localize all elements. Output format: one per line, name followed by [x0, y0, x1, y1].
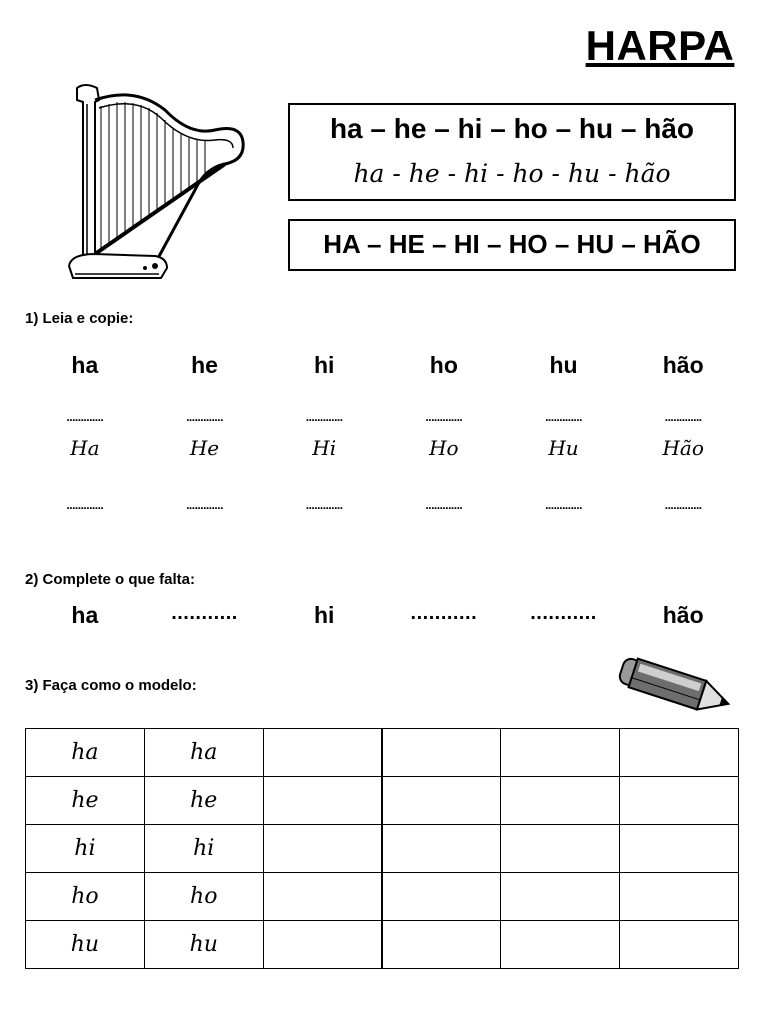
- model-table: [25, 728, 739, 969]
- copy-line[interactable]: .............: [664, 498, 702, 512]
- table-row: [26, 873, 739, 921]
- blank-field[interactable]: ...........: [171, 602, 238, 624]
- given-syllable: ha: [71, 602, 99, 628]
- copy-line[interactable]: .............: [305, 498, 343, 512]
- copy-line[interactable]: .............: [186, 410, 223, 424]
- answer-cell[interactable]: [263, 777, 382, 825]
- harp-illustration: [55, 78, 255, 288]
- copy-line[interactable]: .............: [545, 498, 582, 512]
- copy-line[interactable]: .............: [545, 410, 582, 424]
- syllables-print-line: ha – he – hi – ho – hu – hão: [329, 113, 695, 144]
- copy-line[interactable]: .............: [186, 498, 223, 512]
- model-cell: hi: [26, 825, 145, 873]
- exercise1-heading: 1) Leia e copie:: [25, 310, 134, 327]
- exercise3-heading: 3) Faça como o modelo:: [25, 677, 197, 694]
- exercise1-copy-row-2: [25, 498, 743, 512]
- answer-cell[interactable]: [620, 729, 739, 777]
- blank-field[interactable]: ...........: [410, 602, 478, 624]
- model-cell: he: [144, 777, 263, 825]
- model-cell: ho: [144, 873, 263, 921]
- exercise1-copy-row-1: [25, 410, 743, 424]
- model-cell: he: [26, 777, 145, 825]
- exercise1-print-row: [25, 352, 743, 379]
- pencil-icon: [612, 656, 740, 724]
- answer-cell[interactable]: [263, 921, 382, 969]
- answer-cell[interactable]: [620, 873, 739, 921]
- cursive-syllable: Hu: [548, 436, 579, 460]
- given-syllable: hi: [313, 602, 335, 628]
- cursive-syllable: Ho: [429, 436, 459, 460]
- cursive-syllable: Hi: [312, 436, 337, 460]
- copy-line[interactable]: .............: [425, 498, 463, 512]
- answer-cell[interactable]: [382, 729, 501, 777]
- cursive-syllable: Hão: [662, 436, 704, 460]
- cursive-syllable: Ha: [70, 436, 100, 460]
- model-cell: ho: [26, 873, 145, 921]
- copy-line[interactable]: .............: [66, 410, 104, 424]
- answer-cell[interactable]: [263, 729, 382, 777]
- exercise1-cursive-row: [25, 436, 743, 460]
- exercise2-row: [25, 602, 743, 629]
- answer-cell[interactable]: [263, 873, 382, 921]
- model-cell: hu: [144, 921, 263, 969]
- answer-cell[interactable]: [382, 777, 501, 825]
- blank-field[interactable]: ...........: [530, 602, 597, 624]
- print-syllable: hão: [662, 352, 704, 378]
- print-syllable: ha: [71, 352, 99, 378]
- syllables-lowercase-box: [288, 103, 736, 201]
- print-syllable: ho: [429, 352, 458, 378]
- table-row: [26, 825, 739, 873]
- table-row: [26, 777, 739, 825]
- given-syllable: hão: [662, 602, 704, 628]
- answer-cell[interactable]: [501, 825, 620, 873]
- copy-line[interactable]: .............: [425, 410, 463, 424]
- page-title: HARPA: [585, 22, 735, 69]
- print-syllable: hu: [549, 352, 578, 378]
- model-cell: hi: [144, 825, 263, 873]
- print-syllable: he: [191, 352, 218, 378]
- exercise2-heading: 2) Complete o que falta:: [25, 571, 196, 588]
- answer-cell[interactable]: [620, 777, 739, 825]
- print-syllable: hi: [313, 352, 335, 378]
- syllables-cursive-line: ha - he - hi - ho - hu - hão: [353, 159, 671, 188]
- answer-cell[interactable]: [501, 921, 620, 969]
- table-row: [26, 729, 739, 777]
- answer-cell[interactable]: [620, 825, 739, 873]
- answer-cell[interactable]: [501, 777, 620, 825]
- model-cell: ha: [26, 729, 145, 777]
- answer-cell[interactable]: [382, 825, 501, 873]
- answer-cell[interactable]: [382, 921, 501, 969]
- answer-cell[interactable]: [382, 873, 501, 921]
- copy-line[interactable]: .............: [305, 410, 343, 424]
- table-row: [26, 921, 739, 969]
- answer-cell[interactable]: [620, 921, 739, 969]
- model-cell: hu: [26, 921, 145, 969]
- answer-cell[interactable]: [501, 729, 620, 777]
- syllables-uppercase-box: HA – HE – HI – HO – HU – HÃO: [288, 219, 736, 271]
- copy-line[interactable]: .............: [66, 498, 104, 512]
- cursive-syllable: He: [189, 436, 220, 460]
- answer-cell[interactable]: [263, 825, 382, 873]
- model-cell: ha: [144, 729, 263, 777]
- answer-cell[interactable]: [501, 873, 620, 921]
- copy-line[interactable]: .............: [664, 410, 702, 424]
